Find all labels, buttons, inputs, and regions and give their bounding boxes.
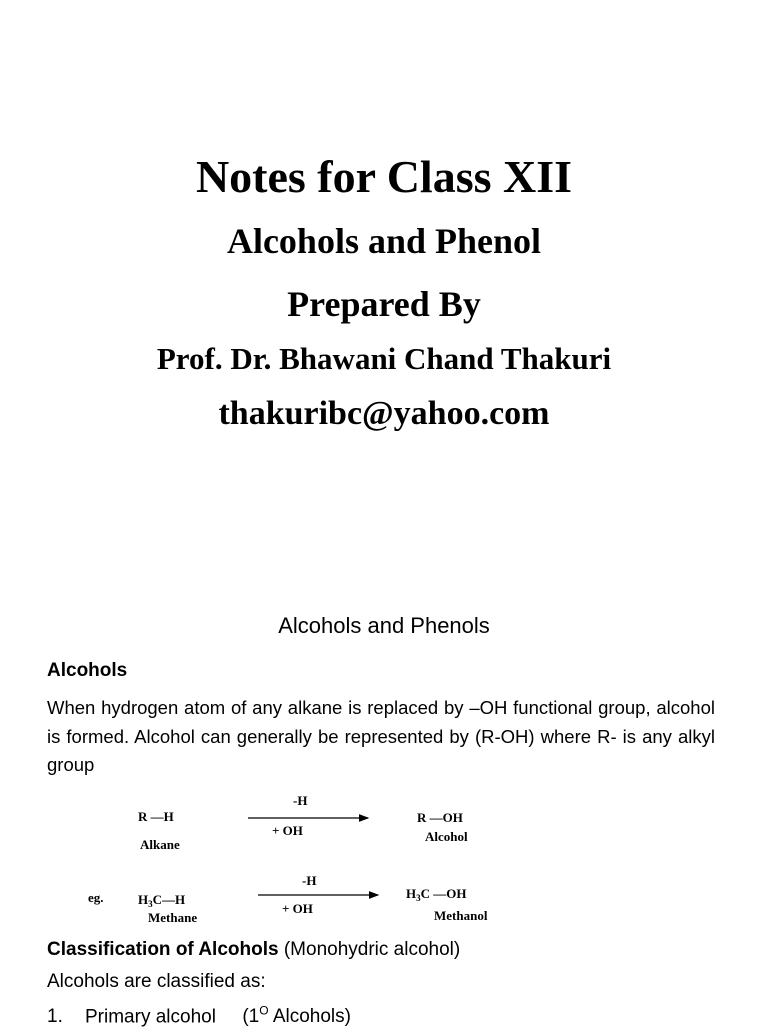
example-label: eg. (88, 890, 104, 905)
classification-note: (Monohydric alcohol) (278, 939, 461, 960)
list-item-number: 1. (47, 1006, 63, 1028)
classified-as-text: Alcohols are classified as: (47, 971, 266, 992)
general-arrow-above: -H (293, 793, 308, 808)
classification-line (47, 939, 460, 961)
document-subtitle: Alcohols and Phenol (226, 221, 542, 261)
author-email: thakuribc@yahoo.com (218, 395, 550, 432)
intro-paragraph: When hydrogen atom of any alkane is replaced by –OH functional group, alcohol is formed. Alcohol can generally be represented by (R-OH) where R- is any alkyl group (47, 697, 715, 775)
general-arrow-below: + OH (272, 823, 303, 838)
list-item (47, 1004, 351, 1028)
classification-heading: Classification of Alcohols (47, 939, 279, 960)
document-title: Notes for Class XII (195, 151, 573, 202)
prepared-by-label: Prepared By (287, 284, 481, 324)
example-product: $H_3C$ —OH (406, 886, 467, 903)
example-product-name: Methanol (434, 908, 488, 923)
general-product: R —OH (417, 810, 463, 825)
reaction-diagram (0, 785, 768, 935)
author-name: Prof. Dr. Bhawani Chand Thakuri (156, 341, 612, 376)
list-item-degree: ($1^O$ Alcohols) (242, 1004, 351, 1028)
example-reactant-name: Methane (148, 910, 198, 925)
example-reactant: $H_3C—H$ (138, 892, 186, 909)
section-heading: Alcohols (47, 660, 128, 681)
general-product-name: Alcohol (425, 829, 468, 844)
general-reactant: R —H (138, 809, 174, 824)
slide-title: Alcohols and Phenols (278, 613, 490, 638)
list-item-label: Primary alcohol (85, 1006, 216, 1028)
example-arrow-above: -H (302, 873, 317, 888)
general-reactant-name: Alkane (140, 837, 180, 852)
example-arrow-below: + OH (282, 901, 313, 916)
